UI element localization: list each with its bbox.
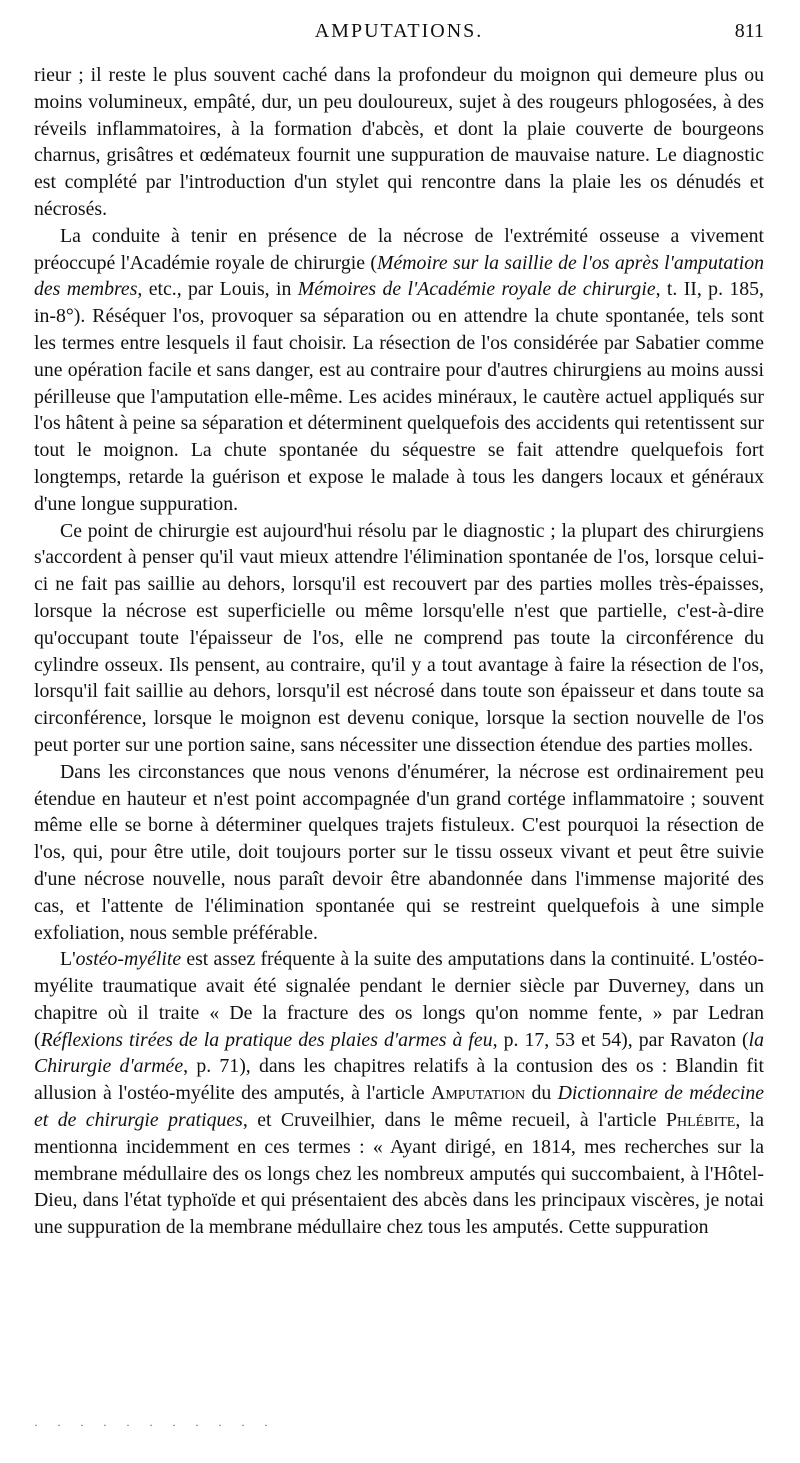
running-title: AMPUTATIONS. [314, 20, 484, 42]
text-run: Dans les circonstances que nous venons d'énumérer, la nécrose est ordinairement peu étendue en hauteur et n'est point accompagnée d'un grand cortége inflammatoire ; souvent même elle se borne à déterminer quelques trajets fistuleux. C'est pourquoi la résection de l'os, qui, pour être utile, doit toujours porter sur le tissu osseux vivant et peut être suivie d'une nécrose nouvelle, nous paraît devoir être abandonnée dans l'immense majorité des cas, et l'attente de l'élimination spontanée qui se restreint quelquefois à une simple exfoliation, nous semble préférable. [34, 760, 764, 944]
text-run: , la mentionna incidemment en ces termes : « Ayant dirigé, en 1814, mes recherches sur la membrane médullaire des os longs chez les nombreux amputés qui succombaient, à l'Hôtel-Dieu, dans l'état typhoïde et qui présentaient des abcès dans les principaux viscères, je notai une suppuration de la membrane médullaire chez tous les amputés. Cette suppuration [34, 1109, 764, 1239]
small-caps-term: Phlébite [666, 1109, 736, 1132]
paragraph-3 [34, 518, 764, 759]
italic-title: Réflexions tirées de la pratique des plaies d'armes à feu [40, 1028, 493, 1051]
text-run: , t. II, p. 185, in-8°). Réséquer l'os, provoquer sa séparation ou en attendre la chute spontanée, tels sont les termes entre lesquels il faut choisir. La résection de l'os considérée par Sabatier comme une opération facile et sans danger, est au contraire pour d'autres chirurgiens au moins aussi périlleuse que l'amputation elle-même. Les acides minéraux, le cautère actuel appliqués sur l'os hâtent à peine sa séparation et déterminent quelquefois des accidents qui retentissent sur tout le moignon. La chute spontanée du séquestre se fait attendre quelquefois fort longtemps, retarde la guérison et expose le malade à tous les dangers locaux et généraux d'une longue suppuration. [34, 278, 764, 515]
text-run: Ce point de chirurgie est aujourd'hui résolu par le diagnostic ; la plupart des chirurgiens s'accordent à penser qu'il vaut mieux attendre l'élimination spontanée de l'os, lorsque celui-ci ne fait pas saillie au dehors, lorsqu'il est recouvert par des parties molles très-épaisses, lorsque la nécrose est superficielle ou même lorsqu'elle n'est que partielle, c'est-à-dire qu'occupant toute l'épaisseur de l'os, elle ne comprend pas toute la circonférence du cylindre osseux. Ils pensent, au contraire, qu'il y a tout avantage à faire la résection de l'os, lorsqu'il fait saillie au dehors, lorsqu'il est nécrosé dans toute son épaisseur et dans toute sa circonférence, lorsque le moignon est devenu conique, lorsque la section nouvelle de l'os peut porter sur une portion saine, sans nécessiter une dissection étendue des parties molles. [34, 519, 764, 756]
text-run: , p. 71), dans les chapitres relatifs à la contusion des os : Blandin fit allusion à l'ostéo-myélite des amputés, à l'article [34, 1055, 764, 1105]
paragraph-1 [34, 62, 764, 223]
paragraph-4 [34, 759, 764, 947]
text-run: est assez fréquente à la suite des amputations dans la continuité. L'ostéo-myélite traumatique avait été signalée pendant le dernier siècle par Duverney, dans un chapitre où il traite « De la fracture des os longs qu'on nomme fente, » par Ledran ( [34, 948, 764, 1051]
text-run: , p. 17, 53 et 54), par Ravaton ( [492, 1028, 749, 1051]
text-run: La conduite à tenir en présence de la nécrose de l'extrémité osseuse a vivement préoccupé l'Académie royale de chirurgie ( [34, 224, 764, 274]
italic-title: ostéo-myélite [75, 948, 182, 971]
italic-title: Mémoire sur la saillie de l'os après l'amputation des membres [34, 251, 764, 301]
small-caps-term: Amputation [431, 1082, 526, 1105]
text-run: , et Cruveilhier, dans le même recueil, à l'article [242, 1109, 667, 1132]
footer-printing-marks: · · · · · · · · · · · [34, 1418, 276, 1432]
text-run: L' [60, 948, 76, 971]
page-number: 811 [734, 20, 764, 42]
document-page [34, 14, 764, 1241]
paragraph-2 [34, 223, 764, 518]
running-header [34, 14, 764, 48]
italic-title: la Chirurgie d'armée [34, 1028, 764, 1078]
text-run: , etc., par Louis, in [137, 278, 298, 301]
body-text [34, 62, 764, 1241]
text-run: du [525, 1082, 558, 1105]
italic-title: Dictionnaire de médecine et de chirurgie pratiques [34, 1082, 764, 1132]
text-run: rieur ; il reste le plus souvent caché dans la profondeur du moignon qui demeure plus ou moins volumineux, empâté, dur, un peu douloureux, sujet à des rougeurs phlogosées, à des réveils inflammatoires, à la formation d'abcès, et dont la plaie couverte de bourgeons charnus, grisâtres et œdémateux fournit une suppuration de mauvaise nature. Le diagnostic est complété par l'introduction d'un stylet qui rencontre dans la plaie les os dénudés et nécrosés. [34, 64, 764, 220]
paragraph-5 [34, 946, 764, 1241]
italic-title: Mémoires de l'Académie royale de chirurgie [297, 278, 656, 301]
